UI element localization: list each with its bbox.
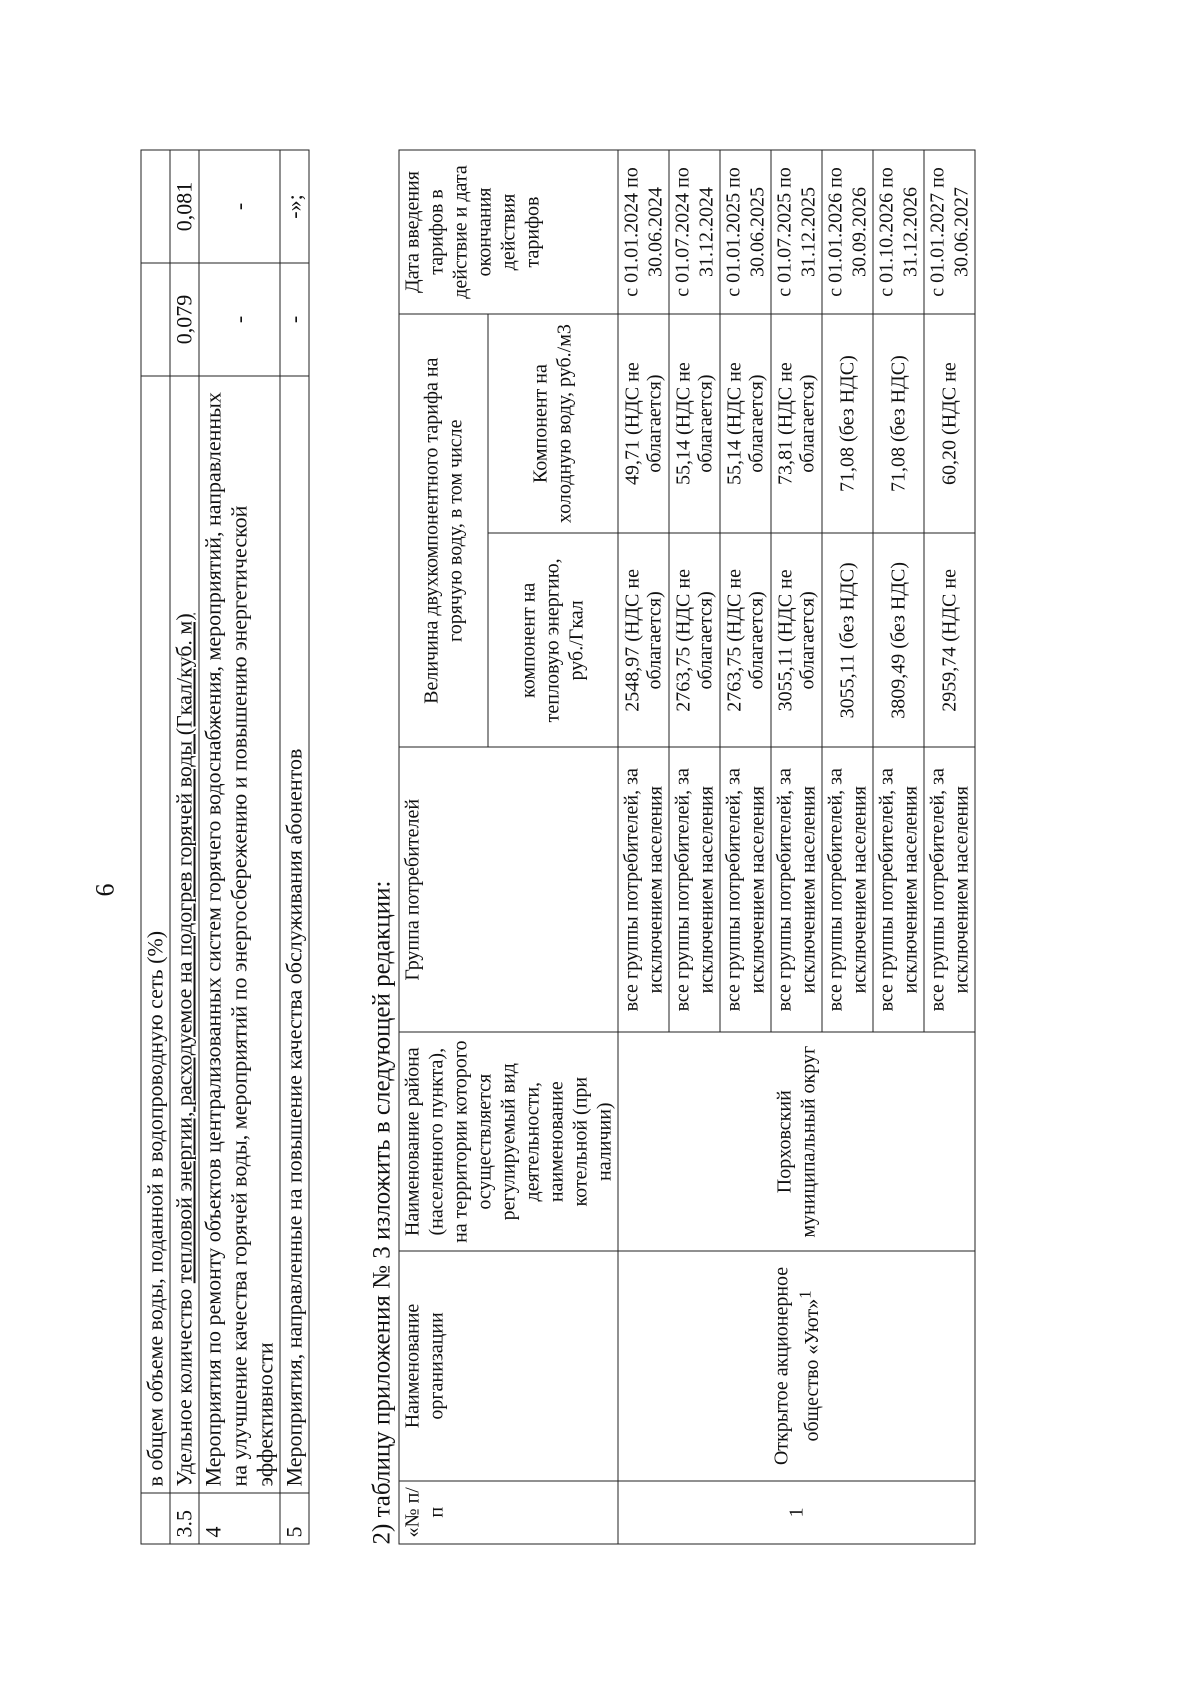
- tariff-period: с 01.01.2027 по 30.06.2027: [924, 150, 975, 314]
- table-row: [618, 150, 669, 1544]
- heat-price: 3055,11 (НДС не облагается): [771, 533, 822, 747]
- row-number: 4: [199, 1493, 280, 1544]
- cold-price: 55,14 (НДС не облагается): [669, 314, 720, 533]
- heat-price: 2763,75 (НДС не облагается): [720, 533, 771, 747]
- row-value-1: -: [199, 263, 280, 376]
- consumer-group: все группы потребителей, за исключением населения: [873, 747, 924, 1032]
- row-value-1: [141, 263, 170, 376]
- row-value-2: [141, 150, 170, 263]
- row-text: [170, 376, 199, 1493]
- heat-price: 3055,11 (без НДС): [822, 533, 873, 747]
- table-row: [280, 150, 309, 1544]
- tariff-period: с 01.10.2026 по 31.12.2026: [873, 150, 924, 314]
- indicators-table: [140, 150, 309, 1545]
- heat-price: 2548,97 (НДС не облагается): [618, 533, 669, 747]
- row-text: в общем объеме воды, поданной в водопроводную сеть (%): [141, 376, 170, 1493]
- tariff-period: с 01.07.2024 по 31.12.2024: [669, 150, 720, 314]
- row-value-2: -: [199, 150, 280, 263]
- district-name: Порховский муниципальный округ: [618, 1032, 975, 1251]
- tariff-period: с 01.01.2025 по 30.06.2025: [720, 150, 771, 314]
- header-org: Наименование организации: [399, 1251, 618, 1480]
- tariff-period: с 01.01.2026 по 30.09.2026: [822, 150, 873, 314]
- header-num: «№ п/п: [399, 1481, 618, 1544]
- header-tariff: Величина двухкомпонентного тарифа на горячую воду, в том числе: [399, 314, 488, 747]
- cold-price: 60,20 (НДС не: [924, 314, 975, 533]
- heat-price: 3809,49 (без НДС): [873, 533, 924, 747]
- row-text: Мероприятия, направленные на повышение качества обслуживания абонентов: [280, 376, 309, 1493]
- row-number: 5: [280, 1493, 309, 1544]
- header-cold: Компонент на холодную воду, руб./м3: [487, 314, 617, 533]
- row-number: 1: [618, 1481, 975, 1544]
- consumer-group: все группы потребителей, за исключением населения: [771, 747, 822, 1032]
- consumer-group: все группы потребителей, за исключением населения: [669, 747, 720, 1032]
- row-value-1: 0,079: [170, 263, 199, 376]
- row-number: 3.5: [170, 1493, 199, 1544]
- tariff-period: с 01.07.2025 по 31.12.2025: [771, 150, 822, 314]
- header-row: [399, 150, 488, 1544]
- tariff-table: [398, 150, 975, 1545]
- cold-price: 73,81 (НДС не облагается): [771, 314, 822, 533]
- tariff-period: с 01.01.2024 по 30.06.2024: [618, 150, 669, 314]
- cold-price: 71,08 (без НДС): [822, 314, 873, 533]
- header-heat: компонент на тепловую энергию, руб./Гкал: [487, 533, 617, 747]
- consumer-group: все группы потребителей, за исключением населения: [924, 747, 975, 1032]
- footnote-mark: 1: [794, 1290, 814, 1299]
- heat-price: 2959,74 (НДС не: [924, 533, 975, 747]
- table-row: [170, 150, 199, 1544]
- header-date: Дата введения тарифов в действие и дата окончания действия тарифов: [399, 150, 618, 314]
- row-value-2: 0,081: [170, 150, 199, 263]
- intro-text: 2) таблицу приложения № 3 изложить в следующей редакции:: [368, 880, 395, 1545]
- heat-price: 2763,75 (НДС не облагается): [669, 533, 720, 747]
- org-name: [618, 1251, 975, 1480]
- table-row: [141, 150, 170, 1544]
- header-group: Группа потребителей: [399, 747, 618, 1032]
- row-text-underlined: тепловой энергии, расходуемое на подогрев горячей воды (Гкал/куб. м): [171, 613, 196, 1284]
- cold-price: 49,71 (НДС не облагается): [618, 314, 669, 533]
- row-number: [141, 1493, 170, 1544]
- org-name-text: Открытое акционерное общество «Уют»: [769, 1266, 823, 1466]
- table-row: [199, 150, 280, 1544]
- cold-price: 55,14 (НДС не облагается): [720, 314, 771, 533]
- consumer-group: все группы потребителей, за исключением населения: [618, 747, 669, 1032]
- consumer-group: все группы потребителей, за исключением населения: [822, 747, 873, 1032]
- row-text-start: Удельное количество: [171, 1283, 196, 1487]
- row-value-2: -»;: [280, 150, 309, 263]
- header-district: Наименование района (населенного пункта), на территории которого осуществляется регулируемый вид деятельности, наименование котельной (при наличии): [399, 1032, 618, 1251]
- row-value-1: -: [280, 263, 309, 376]
- consumer-group: все группы потребителей, за исключением населения: [720, 747, 771, 1032]
- page-number: 6: [90, 883, 119, 897]
- row-text: Мероприятия по ремонту объектов централизованных систем горячего водоснабжения, мероприятий, направленных на улучшение качества горячей воды, мероприятий по энергосбережению и повышению энергетической эффективности: [199, 376, 280, 1493]
- cold-price: 71,08 (без НДС): [873, 314, 924, 533]
